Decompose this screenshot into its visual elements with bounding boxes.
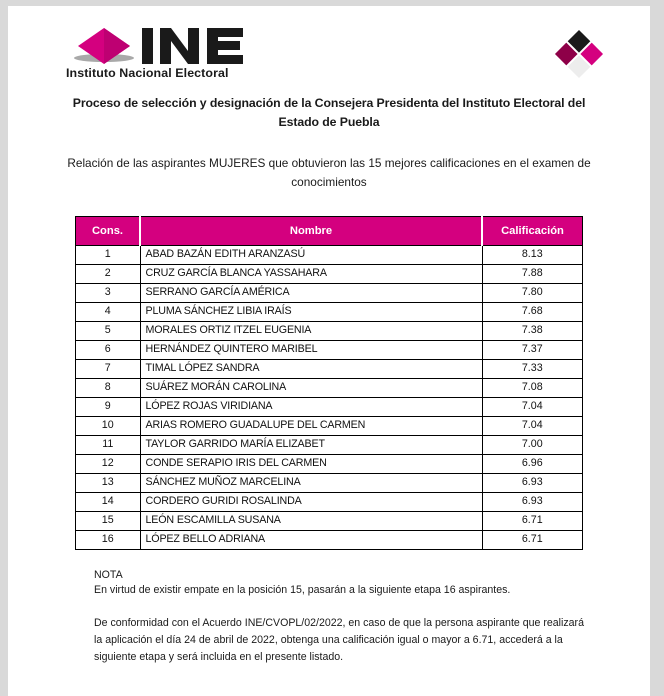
cell-nombre: ARIAS ROMERO GUADALUPE DEL CARMEN: [140, 416, 482, 435]
page-title: Proceso de selección y designación de la Consejera Presidenta del Instituto Electoral del Estado de Puebla: [72, 96, 586, 130]
cell-cons: 3: [76, 283, 141, 302]
cell-calificacion: 6.96: [482, 454, 583, 473]
column-header-cons: Cons.: [76, 216, 141, 245]
cell-nombre: CORDERO GURIDI ROSALINDA: [140, 492, 482, 511]
ranking-table: [75, 216, 583, 550]
cell-cons: 6: [76, 340, 141, 359]
table-body: [76, 245, 583, 549]
cell-cons: 14: [76, 492, 141, 511]
cell-cons: 15: [76, 511, 141, 530]
document-page: [8, 6, 650, 696]
note-tie-line: En virtud de existir empate en la posición 15, pasarán a la siguiente etapa 16 aspirantes.: [94, 584, 511, 597]
table-row: [76, 264, 583, 283]
cell-nombre: ABAD BAZÁN EDITH ARANZASÚ: [140, 245, 482, 264]
cell-nombre: TIMAL LÓPEZ SANDRA: [140, 359, 482, 378]
table-row: [76, 340, 583, 359]
table-row: [76, 397, 583, 416]
table-row: [76, 416, 583, 435]
cell-cons: 2: [76, 264, 141, 283]
note-acuerdo-paragraph: De conformidad con el Acuerdo INE/CVOPL/02/2022, en caso de que la persona aspirante que realizará la aplicación el día 24 de abril de 2022, obtenga una calificación igual o mayor a 6.71, accederá a la siguiente etapa y será incluida en el presente listado.: [94, 617, 584, 664]
note-label: NOTA: [94, 568, 123, 581]
cell-nombre: SERRANO GARCÍA AMÉRICA: [140, 283, 482, 302]
document-header: [8, 6, 650, 84]
table-row: [76, 530, 583, 549]
cell-calificacion: 7.68: [482, 302, 583, 321]
table-header: [76, 216, 583, 245]
table-row: [76, 283, 583, 302]
cell-nombre: LÓPEZ BELLO ADRIANA: [140, 530, 482, 549]
table-header-row: [76, 216, 583, 245]
svg-text:Instituto Nacional Electoral: Instituto Nacional Electoral: [66, 66, 229, 80]
cell-cons: 8: [76, 378, 141, 397]
cell-cons: 4: [76, 302, 141, 321]
table-row: [76, 359, 583, 378]
cell-calificacion: 6.93: [482, 473, 583, 492]
ranking-table-container: [75, 216, 583, 550]
cell-nombre: LEÓN ESCAMILLA SUSANA: [140, 511, 482, 530]
table-row: [76, 302, 583, 321]
cell-calificacion: 6.71: [482, 511, 583, 530]
table-row: [76, 511, 583, 530]
notes-section: [94, 568, 590, 667]
cell-calificacion: 8.13: [482, 245, 583, 264]
cell-cons: 16: [76, 530, 141, 549]
cell-calificacion: 7.88: [482, 264, 583, 283]
cell-calificacion: 6.93: [482, 492, 583, 511]
cell-calificacion: 7.33: [482, 359, 583, 378]
table-row: [76, 378, 583, 397]
cell-nombre: SÁNCHEZ MUÑOZ MARCELINA: [140, 473, 482, 492]
cell-cons: 9: [76, 397, 141, 416]
table-row: [76, 454, 583, 473]
cell-calificacion: 7.08: [482, 378, 583, 397]
column-header-nombre: Nombre: [140, 216, 482, 245]
cell-nombre: CRUZ GARCÍA BLANCA YASSAHARA: [140, 264, 482, 283]
cell-cons: 12: [76, 454, 141, 473]
table-row: [76, 245, 583, 264]
cell-cons: 5: [76, 321, 141, 340]
corner-diamond-logo: [548, 28, 610, 80]
ine-logo: [66, 24, 266, 80]
cell-calificacion: 7.80: [482, 283, 583, 302]
cell-nombre: SUÁREZ MORÁN CAROLINA: [140, 378, 482, 397]
column-header-calificacion: Calificación: [482, 216, 583, 245]
cell-nombre: LÓPEZ ROJAS VIRIDIANA: [140, 397, 482, 416]
cell-nombre: MORALES ORTIZ ITZEL EUGENIA: [140, 321, 482, 340]
cell-nombre: CONDE SERAPIO IRIS DEL CARMEN: [140, 454, 482, 473]
cell-cons: 13: [76, 473, 141, 492]
cell-calificacion: 7.04: [482, 416, 583, 435]
page-subtitle: Relación de las aspirantes MUJERES que obtuvieron las 15 mejores calificaciones en el examen de conocimientos: [67, 156, 591, 189]
cell-nombre: HERNÁNDEZ QUINTERO MARIBEL: [140, 340, 482, 359]
cell-cons: 10: [76, 416, 141, 435]
table-row: [76, 321, 583, 340]
cell-calificacion: 7.37: [482, 340, 583, 359]
cell-cons: 1: [76, 245, 141, 264]
table-row: [76, 435, 583, 454]
cell-cons: 11: [76, 435, 141, 454]
cell-calificacion: 7.38: [482, 321, 583, 340]
table-row: [76, 492, 583, 511]
cell-calificacion: 7.00: [482, 435, 583, 454]
table-row: [76, 473, 583, 492]
cell-nombre: PLUMA SÁNCHEZ LIBIA IRAÍS: [140, 302, 482, 321]
cell-calificacion: 6.71: [482, 530, 583, 549]
cell-cons: 7: [76, 359, 141, 378]
cell-nombre: TAYLOR GARRIDO MARÍA ELIZABET: [140, 435, 482, 454]
cell-calificacion: 7.04: [482, 397, 583, 416]
